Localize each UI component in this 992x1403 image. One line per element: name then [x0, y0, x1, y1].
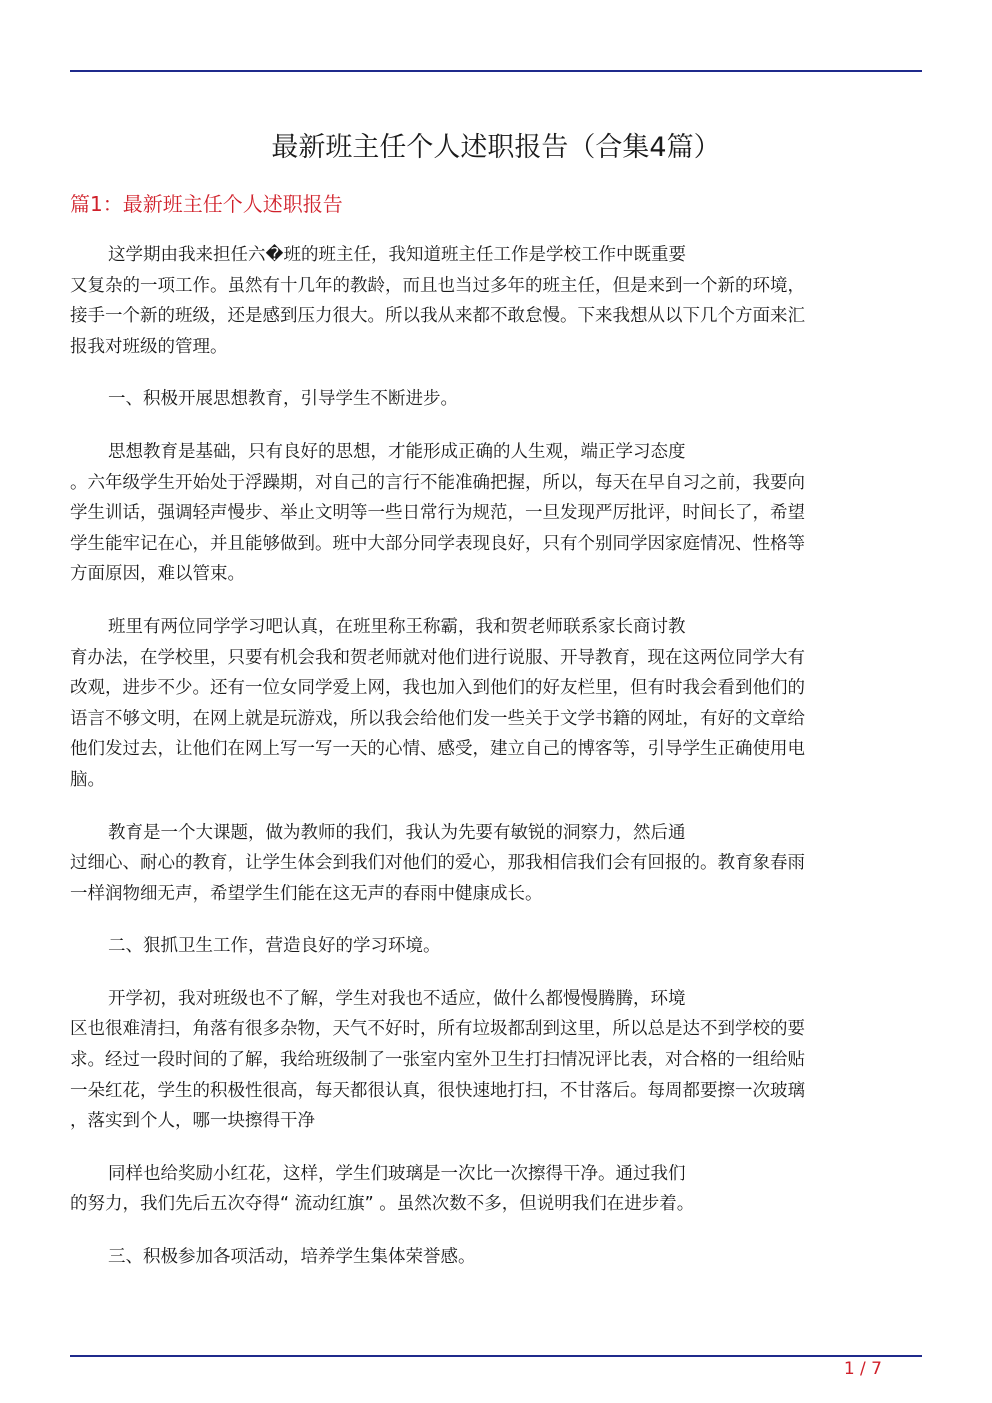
paragraph-line: 二、狠抓卫生工作，营造良好的学习环境。 — [108, 936, 441, 957]
document-body — [70, 240, 912, 1295]
paragraph-line: 这学期由我来担任六�班的班主任，我知道班主任工作是学校工作中既重要 — [108, 245, 686, 265]
paragraph-line: 的努力，我们先后五次夺得“ 流动红旗” 。虽然次数不多，但说明我们在进步着。 — [70, 1194, 695, 1215]
paragraph-line: 他们发过去，让他们在网上写一写一天的心情、感受，建立自己的博客等，引导学生正确使用电 — [70, 739, 805, 760]
paragraph — [70, 818, 912, 910]
paragraph-line: ，落实到个人，哪一块擦得干净 — [70, 1111, 315, 1132]
paragraph — [70, 240, 912, 362]
page-number: 1 / 7 — [843, 1359, 882, 1379]
paragraph-line: 同样也给奖励小红花，这样，学生们玻璃是一次比一次擦得干净。通过我们 — [108, 1163, 686, 1184]
paragraph — [70, 984, 912, 1137]
paragraph-line: 一样润物细无声，希望学生们能在这无声的春雨中健康成长。 — [70, 883, 543, 904]
paragraph — [70, 612, 912, 796]
paragraph-line: 方面原因，难以管束。 — [70, 564, 245, 585]
paragraph-line: 接手一个新的班级，还是感到压力很大。所以我从来都不敢怠慢。下来我想从以下几个方面来汇 — [70, 306, 805, 327]
paragraph-line: 语言不够文明，在网上就是玩游戏，所以我会给他们发一些关于文学书籍的网址，有好的文章给 — [70, 708, 805, 729]
paragraph — [70, 437, 912, 590]
header-rule — [70, 70, 922, 72]
paragraph-line: 一、积极开展思想教育，引导学生不断进步。 — [108, 389, 458, 410]
paragraph-line: 学生训话，强调轻声慢步、举止文明等一些日常行为规范，一旦发现严厉批评，时间长了，希望 — [70, 503, 805, 524]
paragraph-line: 教育是一个大课题，做为教师的我们，我认为先要有敏锐的洞察力，然后通 — [108, 822, 686, 843]
document-title: 最新班主任个人述职报告（合集4篇） — [271, 132, 721, 163]
subheading-paragraph — [70, 1242, 912, 1273]
paragraph-line: 育办法，在学校里，只要有机会我和贺老师就对他们进行说服、开导教育，现在这两位同学大有 — [70, 647, 805, 668]
subheading-paragraph — [70, 384, 912, 415]
paragraph-line: 思想教育是基础，只有良好的思想，才能形成正确的人生观，端正学习态度 — [108, 441, 686, 462]
paragraph-line: 过细心、耐心的教育，让学生体会到我们对他们的爱心，那我相信我们会有回报的。教育象春雨 — [70, 853, 805, 874]
paragraph — [70, 1159, 912, 1220]
paragraph-line: 区也很难清扫，角落有很多杂物，天气不好时，所有垃圾都刮到这里，所以总是达不到学校的要 — [70, 1019, 805, 1040]
paragraph-line: 改观，进步不少。还有一位女同学爱上网，我也加入到他们的好友栏里，但有时我会看到他们的 — [70, 678, 805, 699]
paragraph-line: 脑。 — [70, 769, 105, 790]
paragraph-line: 班里有两位同学学习吧认真，在班里称王称霸，我和贺老师联系家长商讨教 — [108, 616, 686, 637]
subheading-paragraph — [70, 931, 912, 962]
paragraph-line: 一朵红花，学生的积极性很高，每天都很认真，很快速地打扫，不甘落后。每周都要擦一次玻璃 — [70, 1080, 805, 1101]
paragraph-line: 又复杂的一项工作。虽然有十几年的教龄，而且也当过多年的班主任，但是来到一个新的环境， — [70, 275, 805, 296]
paragraph-line: 。六年级学生开始处于浮躁期，对自己的言行不能准确把握，所以，每天在早自习之前，我要向 — [70, 472, 805, 493]
paragraph-line: 报我对班级的管理。 — [70, 336, 228, 357]
footer-rule — [70, 1355, 922, 1357]
paragraph-line: 三、积极参加各项活动，培养学生集体荣誉感。 — [108, 1247, 476, 1268]
paragraph-line: 学生能牢记在心，并且能够做到。班中大部分同学表现良好，只有个别同学因家庭情况、性格等 — [70, 533, 805, 554]
paragraph-line: 求。经过一段时间的了解，我给班级制了一张室内室外卫生打扫情况评比表，对合格的一组给贴 — [70, 1050, 805, 1071]
paragraph-line: 开学初，我对班级也不了解，学生对我也不适应，做什么都慢慢腾腾，环境 — [108, 988, 686, 1009]
section-title: 篇1：最新班主任个人述职报告 — [70, 192, 343, 216]
